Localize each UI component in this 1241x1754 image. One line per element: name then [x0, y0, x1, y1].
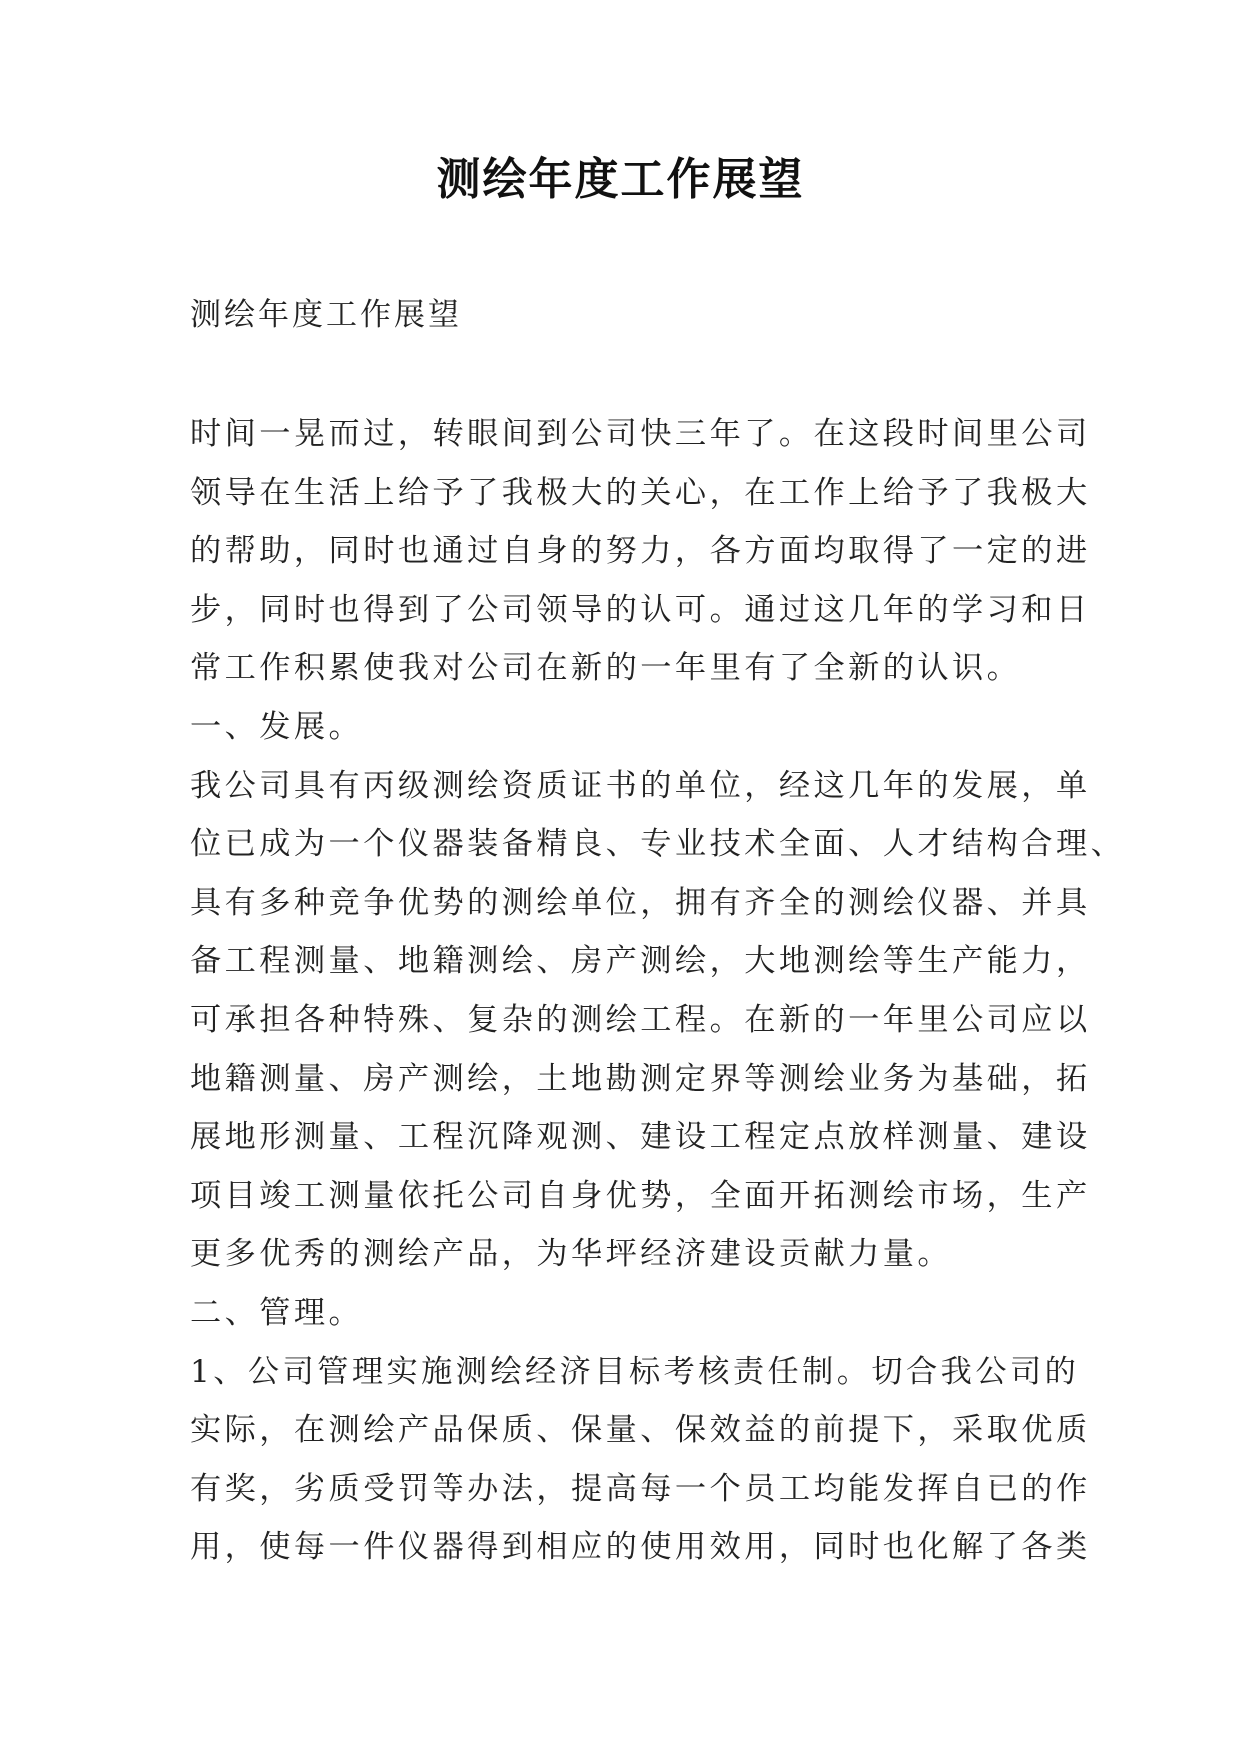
body-line: 位已成为一个仪器装备精良、专业技术全面、人才结构合理、	[190, 826, 1126, 863]
document-title: 测绘年度工作展望	[436, 154, 805, 205]
section-heading: 一、发展。	[190, 708, 364, 745]
document-subtitle: 测绘年度工作展望	[190, 297, 462, 333]
body-line: 更多优秀的测绘产品，为华坪经济建设贡献力量。	[190, 1236, 953, 1273]
document-body	[190, 405, 1126, 1577]
body-line: 用，使每一件仪器得到相应的使用效用，同时也化解了各类	[190, 1529, 1091, 1566]
body-line: 步，同时也得到了公司领导的认可。通过这几年的学习和日	[190, 591, 1091, 628]
body-line: 1、公司管理实施测绘经济目标考核责任制。切合我公司的	[190, 1353, 1080, 1390]
body-line: 的帮助，同时也通过自身的努力，各方面均取得了一定的进	[190, 533, 1091, 570]
section-heading: 二、管理。	[190, 1294, 364, 1331]
body-line: 可承担各种特殊、复杂的测绘工程。在新的一年里公司应以	[190, 1001, 1091, 1038]
body-line: 时间一晃而过，转眼间到公司快三年了。在这段时间里公司	[190, 416, 1091, 452]
body-line: 领导在生活上给予了我极大的关心，在工作上给予了我极大	[190, 474, 1091, 511]
body-line: 备工程测量、地籍测绘、房产测绘，大地测绘等生产能力，	[190, 943, 1091, 980]
body-line: 我公司具有丙级测绘资质证书的单位，经这几年的发展，单	[190, 767, 1091, 804]
body-line: 有奖，劣质受罚等办法，提高每一个员工均能发挥自已的作	[190, 1470, 1091, 1507]
body-line: 展地形测量、工程沉降观测、建设工程定点放样测量、建设	[190, 1119, 1091, 1156]
body-line: 地籍测量、房产测绘，土地勘测定界等测绘业务为基础，拓	[190, 1060, 1091, 1097]
body-line: 具有多种竞争优势的测绘单位，拥有齐全的测绘仪器、并具	[190, 884, 1091, 921]
body-line: 实际，在测绘产品保质、保量、保效益的前提下，采取优质	[190, 1412, 1091, 1449]
body-line: 常工作积累使我对公司在新的一年里有了全新的认识。	[190, 650, 1022, 687]
body-line: 项目竣工测量依托公司自身优势，全面开拓测绘市场，生产	[190, 1177, 1091, 1214]
